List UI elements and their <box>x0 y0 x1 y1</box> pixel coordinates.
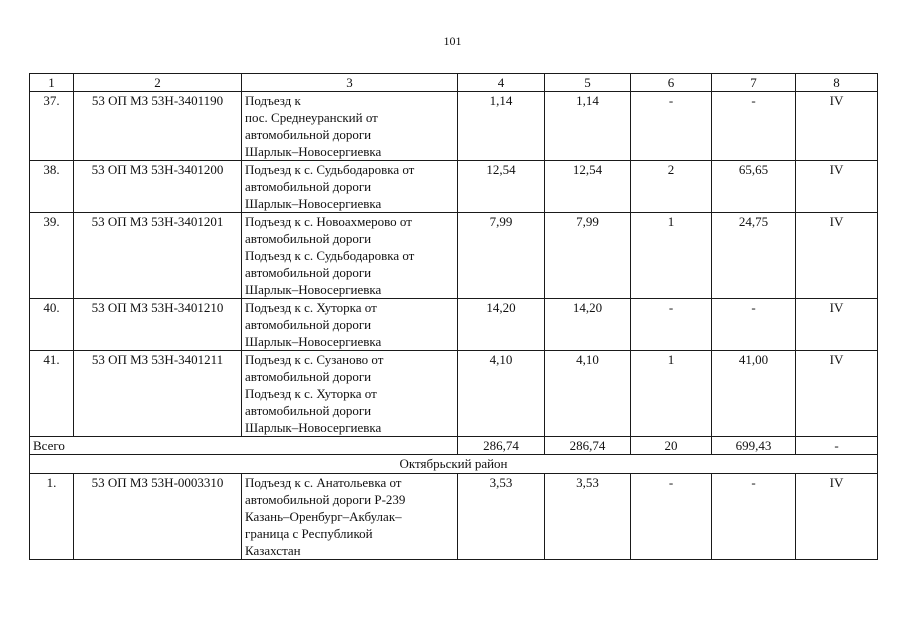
column-header: 7 <box>712 74 796 92</box>
road-name-line: Подъезд к с. Новоахмерово от <box>245 214 412 229</box>
district-row <box>30 455 878 474</box>
row-number: 38. <box>30 161 74 213</box>
cell-col7: - <box>712 474 796 560</box>
cell-col6: 2 <box>631 161 712 213</box>
page-number: 101 <box>443 34 462 48</box>
road-name <box>242 351 458 437</box>
cell-col8: IV <box>796 161 878 213</box>
road-code: 53 ОП МЗ 53Н-3401210 <box>74 299 242 351</box>
cell-col8: IV <box>796 474 878 560</box>
cell-col6: 1 <box>631 213 712 299</box>
road-name-line: Подъезд к с. Судьбодаровка от <box>245 248 415 263</box>
road-name-line: Шарлык–Новосергиевка <box>245 420 382 435</box>
total-col5: 286,74 <box>545 437 631 455</box>
cell-col4: 1,14 <box>458 92 545 161</box>
table-row <box>30 474 878 560</box>
cell-col5: 4,10 <box>545 351 631 437</box>
table-row <box>30 161 878 213</box>
cell-col5: 14,20 <box>545 299 631 351</box>
road-registry-table <box>29 73 878 560</box>
row-number: 1. <box>30 474 74 560</box>
district-title: Октябрьский район <box>30 455 878 474</box>
table-row <box>30 213 878 299</box>
road-name-line: автомобильной дороги <box>245 317 372 332</box>
column-header-row <box>30 74 878 92</box>
road-name-line: Подъезд к с. Анатольевка от <box>245 475 402 490</box>
road-name-line: автомобильной дороги <box>245 179 372 194</box>
road-name-line: Подъезд к <box>245 93 301 108</box>
cell-col8: IV <box>796 299 878 351</box>
cell-col8: IV <box>796 351 878 437</box>
cell-col5: 12,54 <box>545 161 631 213</box>
road-name <box>242 213 458 299</box>
cell-col4: 7,99 <box>458 213 545 299</box>
road-name-line: автомобильной дороги <box>245 369 372 384</box>
cell-col7: - <box>712 299 796 351</box>
cell-col4: 4,10 <box>458 351 545 437</box>
cell-col7: 24,75 <box>712 213 796 299</box>
road-name-line: автомобильной дороги <box>245 403 372 418</box>
road-name-line: Шарлык–Новосергиевка <box>245 282 382 297</box>
cell-col7: 41,00 <box>712 351 796 437</box>
road-code: 53 ОП МЗ 53Н-3401200 <box>74 161 242 213</box>
road-name-line: автомобильной дороги <box>245 265 372 280</box>
column-header: 3 <box>242 74 458 92</box>
road-name-line: Казахстан <box>245 543 301 558</box>
road-name-line: Шарлык–Новосергиевка <box>245 334 382 349</box>
cell-col8: IV <box>796 213 878 299</box>
road-name <box>242 474 458 560</box>
road-name <box>242 92 458 161</box>
road-name-line: Подъезд к с. Судьбодаровка от <box>245 162 415 177</box>
road-name <box>242 299 458 351</box>
total-col8: - <box>796 437 878 455</box>
road-name <box>242 161 458 213</box>
table-row <box>30 92 878 161</box>
cell-col7: 65,65 <box>712 161 796 213</box>
total-col4: 286,74 <box>458 437 545 455</box>
row-number: 40. <box>30 299 74 351</box>
road-name-line: Подъезд к с. Хуторка от <box>245 300 377 315</box>
table-row <box>30 351 878 437</box>
column-header: 4 <box>458 74 545 92</box>
row-number: 41. <box>30 351 74 437</box>
cell-col4: 12,54 <box>458 161 545 213</box>
road-name-line: Шарлык–Новосергиевка <box>245 196 382 211</box>
cell-col6: - <box>631 474 712 560</box>
column-header: 6 <box>631 74 712 92</box>
road-name-line: автомобильной дороги Р-239 <box>245 492 406 507</box>
cell-col5: 7,99 <box>545 213 631 299</box>
total-label: Всего <box>30 437 458 455</box>
road-code: 53 ОП МЗ 53Н-3401211 <box>74 351 242 437</box>
road-name-line: автомобильной дороги <box>245 127 372 142</box>
road-name-line: автомобильной дороги <box>245 231 372 246</box>
cell-col4: 14,20 <box>458 299 545 351</box>
total-row <box>30 437 878 455</box>
table-row <box>30 299 878 351</box>
cell-col5: 1,14 <box>545 92 631 161</box>
road-code: 53 ОП МЗ 53Н-0003310 <box>74 474 242 560</box>
cell-col6: 1 <box>631 351 712 437</box>
road-name-line: пос. Среднеуранский от <box>245 110 378 125</box>
column-header: 8 <box>796 74 878 92</box>
road-name-line: Подъезд к с. Сузаново от <box>245 352 384 367</box>
cell-col8: IV <box>796 92 878 161</box>
cell-col7: - <box>712 92 796 161</box>
row-number: 37. <box>30 92 74 161</box>
road-name-line: Подъезд к с. Хуторка от <box>245 386 377 401</box>
cell-col6: - <box>631 299 712 351</box>
road-name-line: граница с Республикой <box>245 526 373 541</box>
total-col6: 20 <box>631 437 712 455</box>
road-name-line: Казань–Оренбург–Акбулак– <box>245 509 402 524</box>
road-code: 53 ОП МЗ 53Н-3401190 <box>74 92 242 161</box>
total-col7: 699,43 <box>712 437 796 455</box>
cell-col5: 3,53 <box>545 474 631 560</box>
cell-col6: - <box>631 92 712 161</box>
row-number: 39. <box>30 213 74 299</box>
road-name-line: Шарлык–Новосергиевка <box>245 144 382 159</box>
cell-col4: 3,53 <box>458 474 545 560</box>
column-header: 5 <box>545 74 631 92</box>
column-header: 2 <box>74 74 242 92</box>
column-header: 1 <box>30 74 74 92</box>
road-code: 53 ОП МЗ 53Н-3401201 <box>74 213 242 299</box>
